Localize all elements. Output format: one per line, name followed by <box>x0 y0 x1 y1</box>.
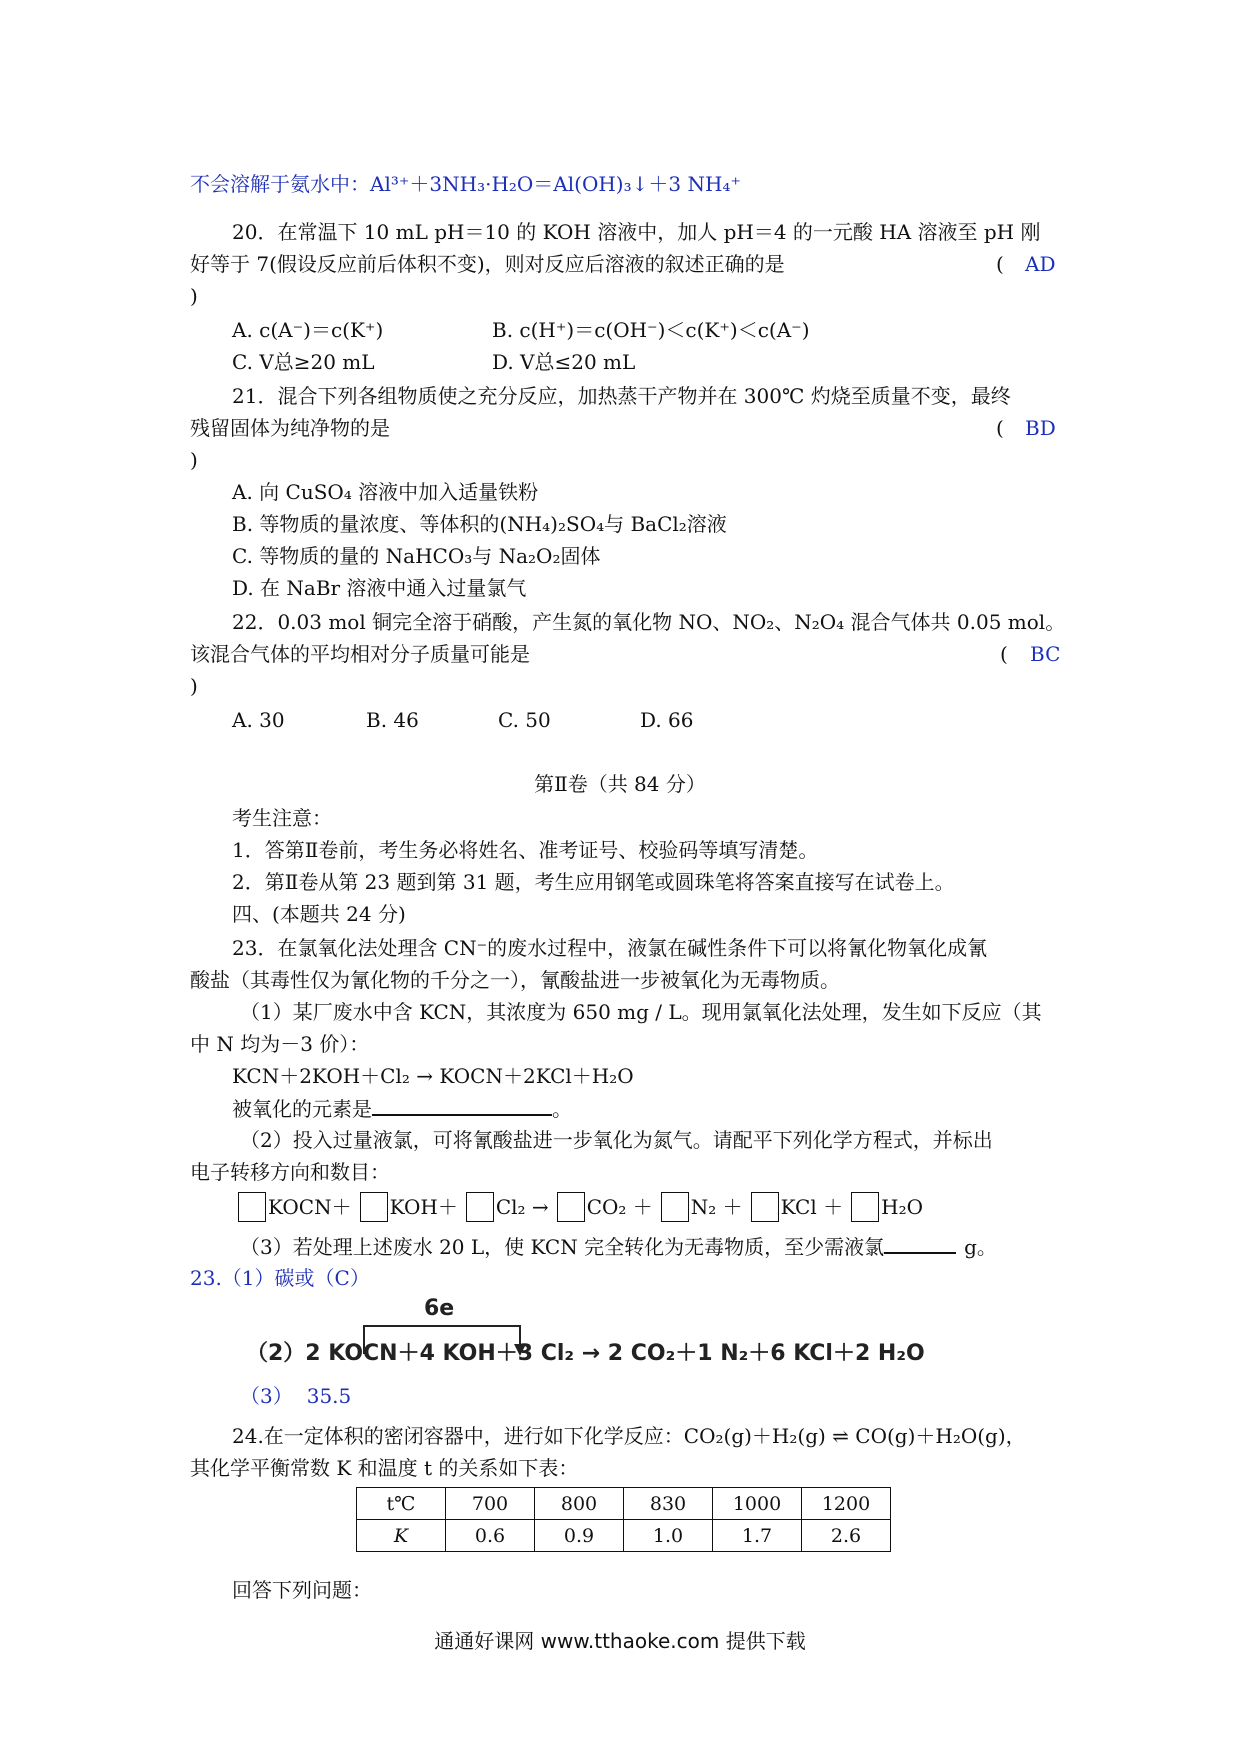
table-row <box>357 1520 891 1552</box>
page-footer: 通通好课网 www.tthaoke.com 提供下载 <box>434 1629 806 1653</box>
eq-term-co2: CO₂ ＋ <box>586 1195 653 1219</box>
q23-p2-line1: （2）投入过量液氯，可将氰酸盐进一步氧化为氮气。请配平下列化学方程式，并标出 <box>240 1128 993 1152</box>
table-cell: 0.9 <box>535 1520 624 1552</box>
q22-option-a: A. 30 <box>232 708 285 732</box>
q23-oxidized-label: 被氧化的元素是 <box>232 1097 372 1121</box>
table-cell: K <box>357 1520 446 1552</box>
q23-p2-line2: 电子转移方向和数目： <box>190 1160 390 1184</box>
table-cell: 1000 <box>713 1488 802 1520</box>
q23-oxidized-blank[interactable] <box>372 1094 552 1116</box>
q21-answer: BD <box>1025 416 1056 440</box>
q22-line2: 该混合气体的平均相对分子质量可能是 <box>190 642 530 666</box>
eq-term-cl2: Cl₂ → <box>495 1195 549 1219</box>
q23-oxidized-end: 。 <box>552 1097 572 1121</box>
q20-answer: AD <box>1025 252 1056 276</box>
q21-option-c: C. 等物质的量的 NaHCO₃与 Na₂O₂固体 <box>232 544 601 568</box>
q20-option-a: A. c(A⁻)＝c(K⁺) <box>232 318 384 342</box>
q22-paren-open: ( <box>1000 642 1008 666</box>
q21-line2: 残留固体为纯净物的是 <box>190 416 390 440</box>
q23-oxidized-row <box>232 1094 572 1123</box>
q22-option-c: C. 50 <box>498 708 551 732</box>
coef-box-koh[interactable] <box>360 1192 388 1222</box>
notice-title: 考生注意： <box>232 806 332 830</box>
coef-box-h2o[interactable] <box>851 1192 879 1222</box>
q23-balance-equation <box>232 1190 925 1224</box>
q23-answer-3-value: 35.5 <box>306 1384 352 1408</box>
coef-box-kocn[interactable] <box>238 1192 266 1222</box>
q21-paren-open: ( <box>996 416 1004 440</box>
q20-paren-open: ( <box>996 252 1004 276</box>
q23-p3-unit: g。 <box>964 1235 997 1259</box>
top-note: 不会溶解于氨水中：Al³⁺＋3NH₃·H₂O＝Al(OH)₃↓＋3 NH₄⁺ <box>190 172 741 196</box>
table-header-row <box>357 1488 891 1520</box>
table-cell: t℃ <box>357 1488 446 1520</box>
k-temperature-table <box>356 1487 891 1552</box>
q23-p3-row <box>240 1232 997 1261</box>
electron-count-label: 6e <box>424 1296 455 1321</box>
eq-term-kocn: KOCN＋ <box>268 1195 352 1219</box>
table-cell: 830 <box>624 1488 713 1520</box>
q20-line2: 好等于 7(假设反应前后体积不变)，则对反应后溶液的叙述正确的是 <box>190 252 785 276</box>
q22-option-d: D. 66 <box>640 708 694 732</box>
q22-option-b: B. 46 <box>366 708 419 732</box>
coef-box-co2[interactable] <box>557 1192 585 1222</box>
table-cell: 1.0 <box>624 1520 713 1552</box>
notice-1: 1．答第Ⅱ卷前，考生务必将姓名、准考证号、校验码等填写清楚。 <box>232 838 819 862</box>
section2-title: 第Ⅱ卷（共 84 分） <box>534 772 706 796</box>
eq-term-n2: N₂ ＋ <box>690 1195 743 1219</box>
table-cell: 800 <box>535 1488 624 1520</box>
q22-paren-close: ) <box>190 674 198 698</box>
q21-option-a: A. 向 CuSO₄ 溶液中加入适量铁粉 <box>232 480 539 504</box>
q21-paren-close: ) <box>190 448 198 472</box>
q23-answer-1: 23.（1）碳或（C） <box>190 1266 370 1290</box>
q23-p1-line1: （1）某厂废水中含 KCN，其浓度为 650 mg / L。现用氯氧化法处理，发生如下反应（其 <box>240 1000 1042 1024</box>
q22-line1: 22．0.03 mol 铜完全溶于硝酸，产生氮的氧化物 NO、NO₂、N₂O₄ 混合气体共 0.05 mol。 <box>232 610 1066 634</box>
q23-answer-3-row <box>240 1382 351 1410</box>
table-cell: 1200 <box>802 1488 891 1520</box>
eq-term-kcl: KCl ＋ <box>780 1195 844 1219</box>
q24-line2: 其化学平衡常数 K 和温度 t 的关系如下表： <box>190 1456 579 1480</box>
coef-box-kcl[interactable] <box>751 1192 779 1222</box>
q20-option-b: B. c(H⁺)＝c(OH⁻)＜c(K⁺)＜c(A⁻) <box>492 318 810 342</box>
notice-2: 2．第Ⅱ卷从第 23 题到第 31 题，考生应用钢笔或圆珠笔将答案直接写在试卷上。 <box>232 870 955 894</box>
q23-answer-3-label: （3） <box>240 1384 293 1408</box>
q20-paren-close: ) <box>190 284 198 308</box>
table-cell: 2.6 <box>802 1520 891 1552</box>
q21-option-d: D. 在 NaBr 溶液中通入过量氯气 <box>232 576 527 600</box>
q23-line2: 酸盐（其毒性仅为氰化物的千分之一），氰酸盐进一步被氧化为无毒物质。 <box>190 968 840 992</box>
q23-p1-line2: 中 N 均为－3 价）： <box>190 1032 370 1056</box>
eq-term-koh: KOH＋ <box>389 1195 458 1219</box>
q23-answer-2: （2）2 KOCN＋4 KOH＋3 Cl₂ → 2 CO₂＋1 N₂＋6 KCl＋2 H₂O <box>246 1341 925 1366</box>
q24-answer-prompt: 回答下列问题： <box>232 1578 372 1602</box>
table-cell: 700 <box>446 1488 535 1520</box>
q23-p3-text: （3）若处理上述废水 20 L，使 KCN 完全转化为无毒物质，至少需液氯 <box>240 1235 885 1259</box>
q24-line1: 24.在一定体积的密闭容器中，进行如下化学反应：CO₂(g)＋H₂(g) ⇌ CO(g)＋H₂O(g)， <box>232 1424 1026 1448</box>
q21-option-b: B. 等物质的量浓度、等体积的(NH₄)₂SO₄与 BaCl₂溶液 <box>232 512 727 536</box>
q23-p3-blank[interactable] <box>884 1232 956 1254</box>
q22-answer: BC <box>1030 642 1061 666</box>
q20-option-d: D. V总≤20 mL <box>492 350 636 374</box>
table-cell: 0.6 <box>446 1520 535 1552</box>
eq-term-h2o: H₂O <box>881 1195 923 1219</box>
q23-reaction: KCN＋2KOH＋Cl₂ → KOCN＋2KCl＋H₂O <box>232 1064 634 1088</box>
coef-box-n2[interactable] <box>661 1192 689 1222</box>
table-cell: 1.7 <box>713 1520 802 1552</box>
part4-heading: 四、(本题共 24 分) <box>232 902 406 926</box>
coef-box-cl2[interactable] <box>466 1192 494 1222</box>
q20-option-c: C. V总≥20 mL <box>232 350 375 374</box>
q23-line1: 23．在氯氧化法处理含 CN⁻的废水过程中，液氯在碱性条件下可以将氰化物氧化成氰 <box>232 936 988 960</box>
q21-line1: 21．混合下列各组物质使之充分反应，加热蒸干产物并在 300℃ 灼烧至质量不变，最终 <box>232 384 1011 408</box>
q20-line1: 20．在常温下 10 mL pH＝10 的 KOH 溶液中，加人 pH＝4 的一元酸 HA 溶液至 pH 刚 <box>232 220 1041 244</box>
